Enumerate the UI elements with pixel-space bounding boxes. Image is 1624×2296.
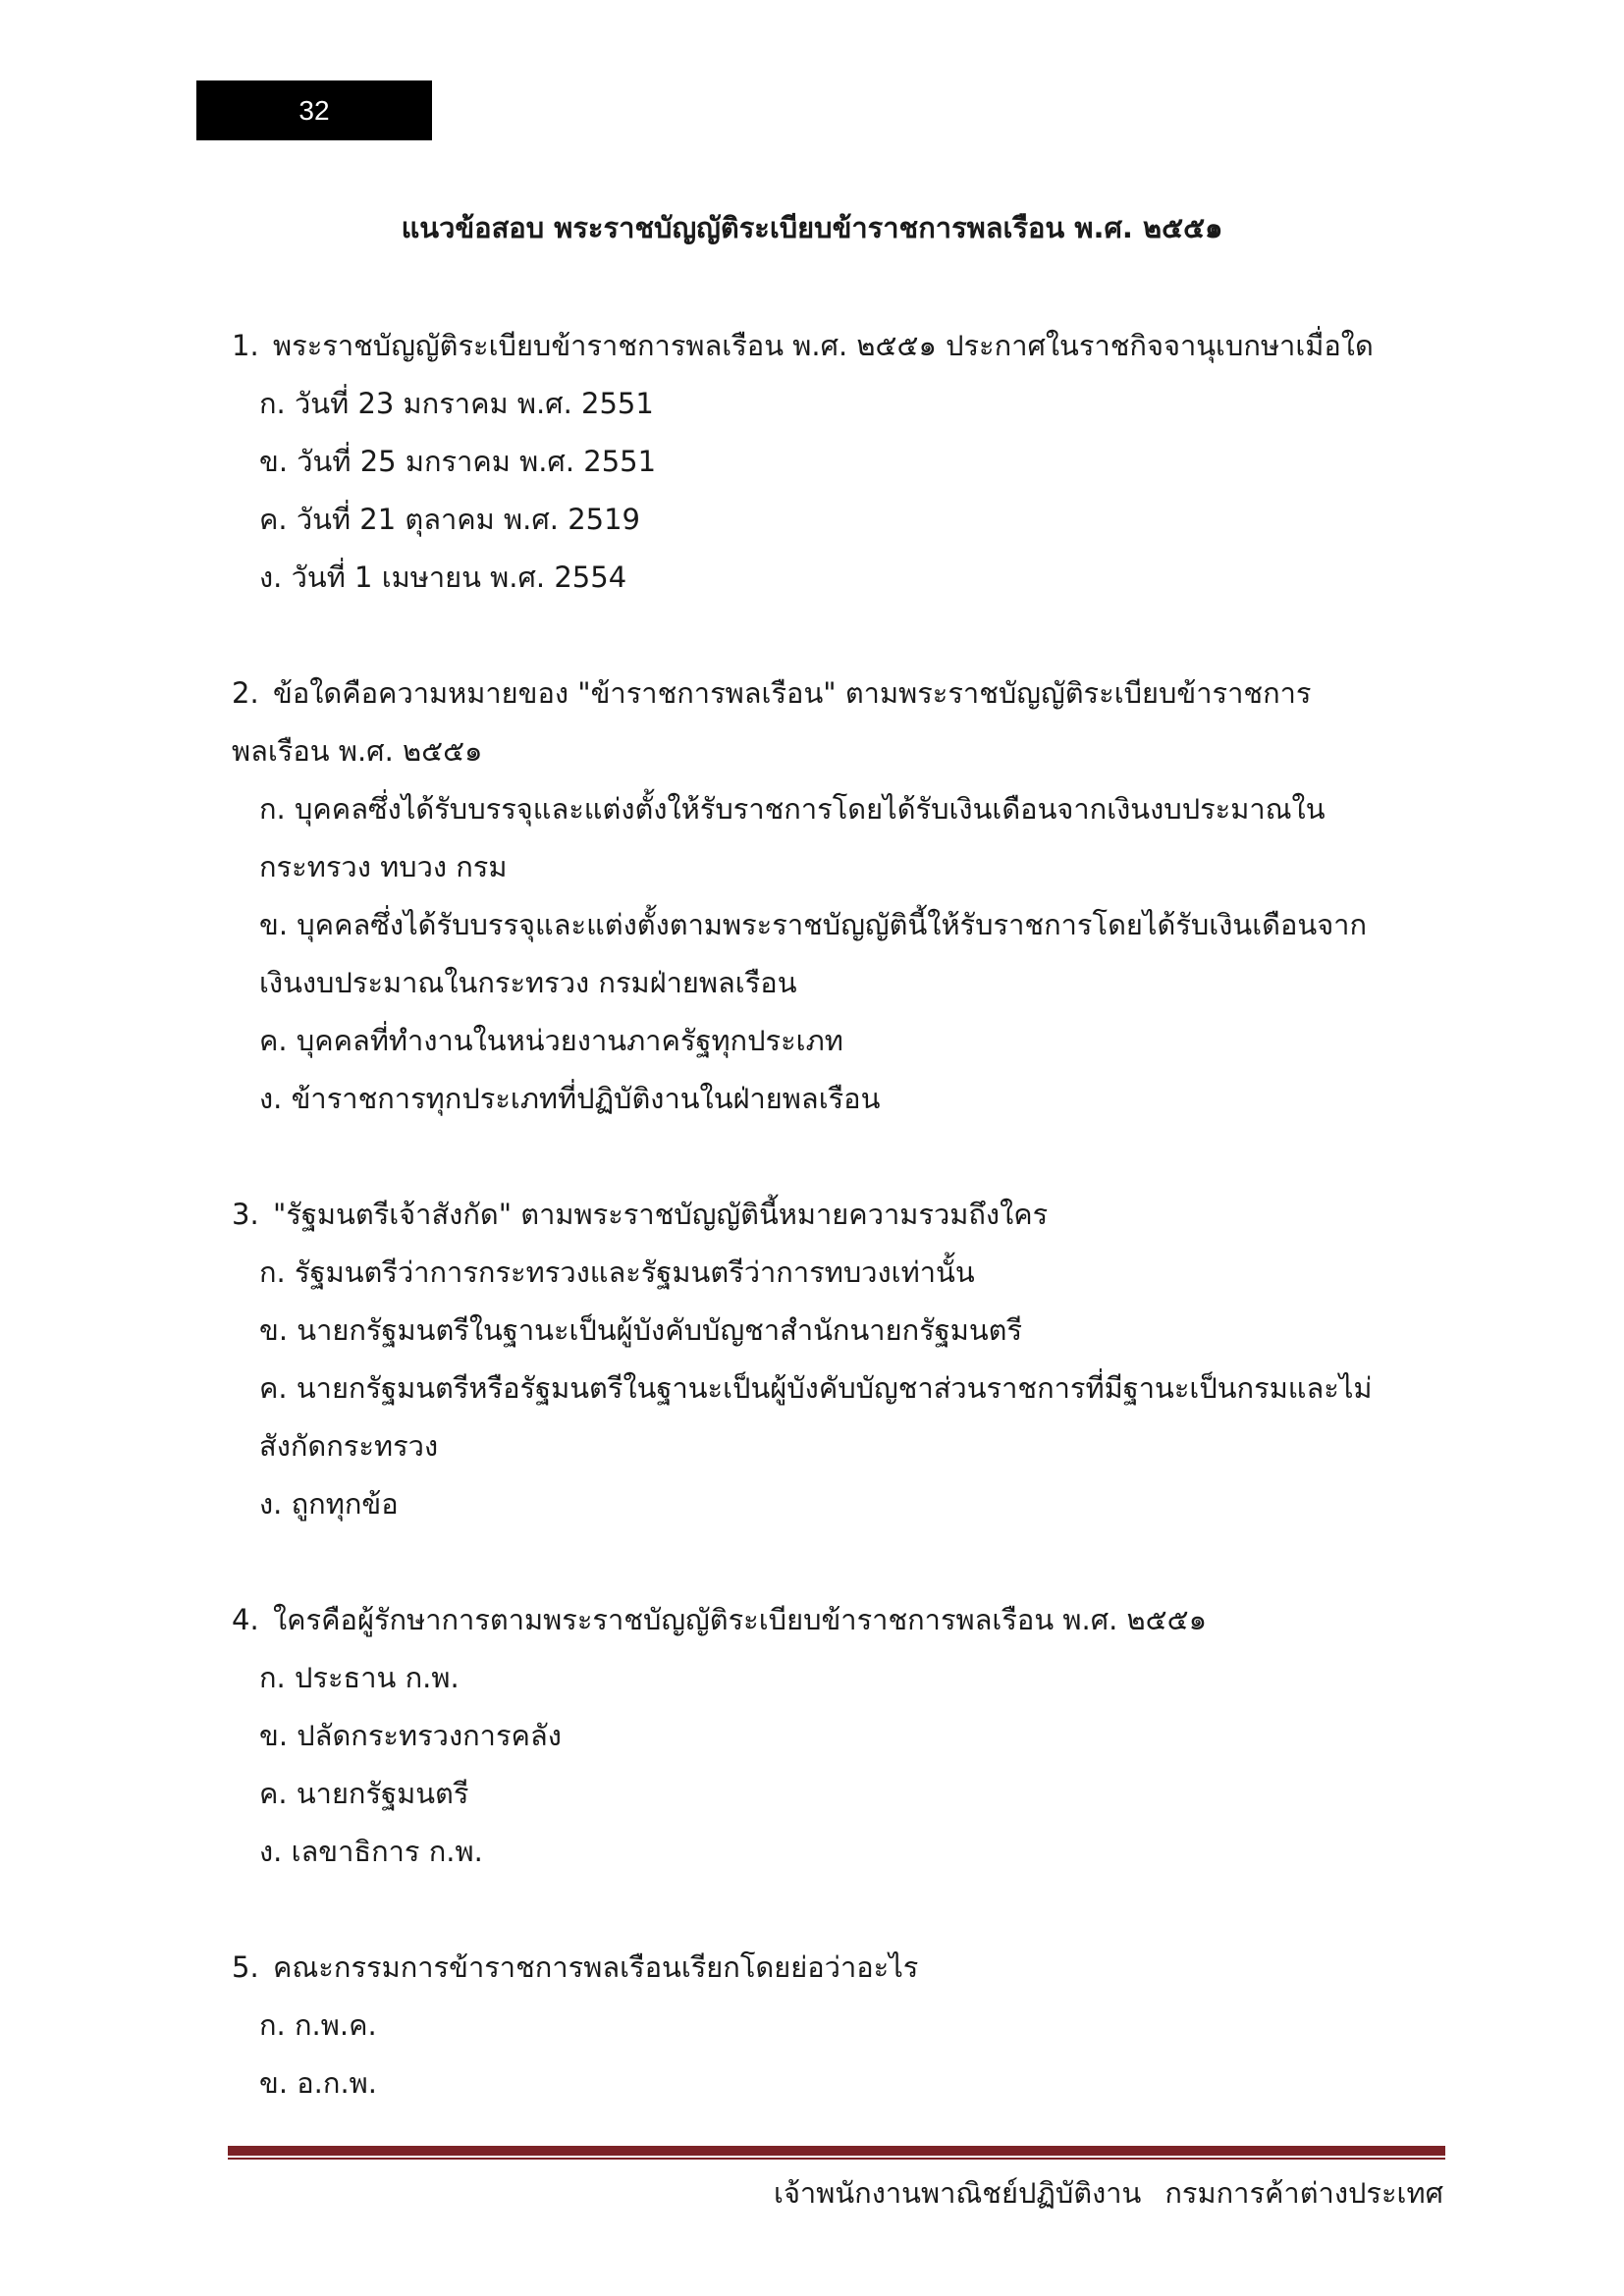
question-3 xyxy=(232,1186,1400,1533)
option-c: ค. บุคคลที่ทำงานในหน่วยงานภาครัฐทุกประเภท xyxy=(259,1024,843,1057)
question-stem xyxy=(232,665,1400,780)
question-number: 1. xyxy=(232,329,259,362)
question-stem xyxy=(232,317,1400,375)
question-text: ข้อใดคือความหมายของ "ข้าราชการพลเรือน" ตามพระราชบัญญัติระเบียบข้าราชการพลเรือน พ.ศ. ๒๕๕๑ xyxy=(232,676,1312,768)
question-text: "รัฐมนตรีเจ้าสังกัด" ตามพระราชบัญญัตินี้หมายความรวมถึงใคร xyxy=(273,1198,1049,1231)
footer xyxy=(774,2171,1443,2215)
option-a: ก. ก.พ.ค. xyxy=(259,2008,377,2042)
question-number: 5. xyxy=(232,1950,259,1984)
question-number: 4. xyxy=(232,1603,259,1636)
footer-position: เจ้าพนักงานพาณิชย์ปฏิบัติงาน xyxy=(774,2176,1142,2210)
option-c: ค. นายกรัฐมนตรีหรือรัฐมนตรีในฐานะเป็นผู้บังคับบัญชาส่วนราชการที่มีฐานะเป็นกรมและไม่สังกัดกระทรวง xyxy=(259,1371,1373,1463)
option-b: ข. นายกรัฐมนตรีในฐานะเป็นผู้บังคับบัญชาสำนักนายกรัฐมนตรี xyxy=(259,1313,1023,1347)
option-c: ค. นายกรัฐมนตรี xyxy=(259,1777,469,1810)
option-b: ข. อ.ก.พ. xyxy=(259,2066,378,2100)
option-a: ก. วันที่ 23 มกราคม พ.ศ. 2551 xyxy=(259,387,654,420)
option-a: ก. รัฐมนตรีว่าการกระทรวงและรัฐมนตรีว่าการทบวงเท่านั้น xyxy=(259,1255,975,1289)
question-list xyxy=(232,317,1400,2170)
question-stem xyxy=(232,1186,1400,1244)
question-number: 2. xyxy=(232,676,259,710)
option-b: ข. วันที่ 25 มกราคม พ.ศ. 2551 xyxy=(259,445,657,478)
option-d: ง. วันที่ 1 เมษายน พ.ศ. 2554 xyxy=(259,561,627,594)
option-c: ค. วันที่ 21 ตุลาคม พ.ศ. 2519 xyxy=(259,503,641,536)
footer-divider xyxy=(228,2146,1445,2156)
question-text: พระราชบัญญัติระเบียบข้าราชการพลเรือน พ.ศ. ๒๕๕๑ ประกาศในราชกิจจานุเบกษาเมื่อใด xyxy=(273,329,1374,362)
question-1 xyxy=(232,317,1400,607)
question-5 xyxy=(232,1939,1400,2112)
option-b: ข. ปลัดกระทรวงการคลัง xyxy=(259,1719,562,1752)
question-stem xyxy=(232,1939,1400,1997)
question-text: คณะกรรมการข้าราชการพลเรือนเรียกโดยย่อว่าอะไร xyxy=(273,1950,919,1984)
option-a: ก. ประธาน ก.พ. xyxy=(259,1661,460,1694)
option-d: ง. ข้าราชการทุกประเภทที่ปฏิบัติงานในฝ่ายพลเรือน xyxy=(259,1082,881,1115)
question-4 xyxy=(232,1591,1400,1881)
option-d: ง. เลขาธิการ ก.พ. xyxy=(259,1835,483,1868)
footer-department: กรมการค้าต่างประเทศ xyxy=(1164,2176,1443,2210)
question-2 xyxy=(232,665,1400,1128)
document-title: แนวข้อสอบ พระราชบัญญัติระเบียบข้าราชการพลเรือน พ.ศ. ๒๕๕๑ xyxy=(401,211,1223,244)
question-number: 3. xyxy=(232,1198,259,1231)
option-b: ข. บุคคลซึ่งได้รับบรรจุและแต่งตั้งตามพระราชบัญญัตินี้ให้รับราชการโดยได้รับเงินเดือนจากเงินงบประมาณในกระทรวง กรมฝ่ายพลเรือน xyxy=(259,908,1368,999)
page-number: 32 xyxy=(196,80,432,140)
question-stem xyxy=(232,1591,1400,1649)
option-a: ก. บุคคลซึ่งได้รับบรรจุและแต่งตั้งให้รับราชการโดยได้รับเงินเดือนจากเงินงบประมาณในกระทรวง ทบวง กรม xyxy=(259,792,1326,883)
question-text: ใครคือผู้รักษาการตามพระราชบัญญัติระเบียบข้าราชการพลเรือน พ.ศ. ๒๕๕๑ xyxy=(273,1603,1207,1636)
option-d: ง. ถูกทุกข้อ xyxy=(259,1487,399,1521)
